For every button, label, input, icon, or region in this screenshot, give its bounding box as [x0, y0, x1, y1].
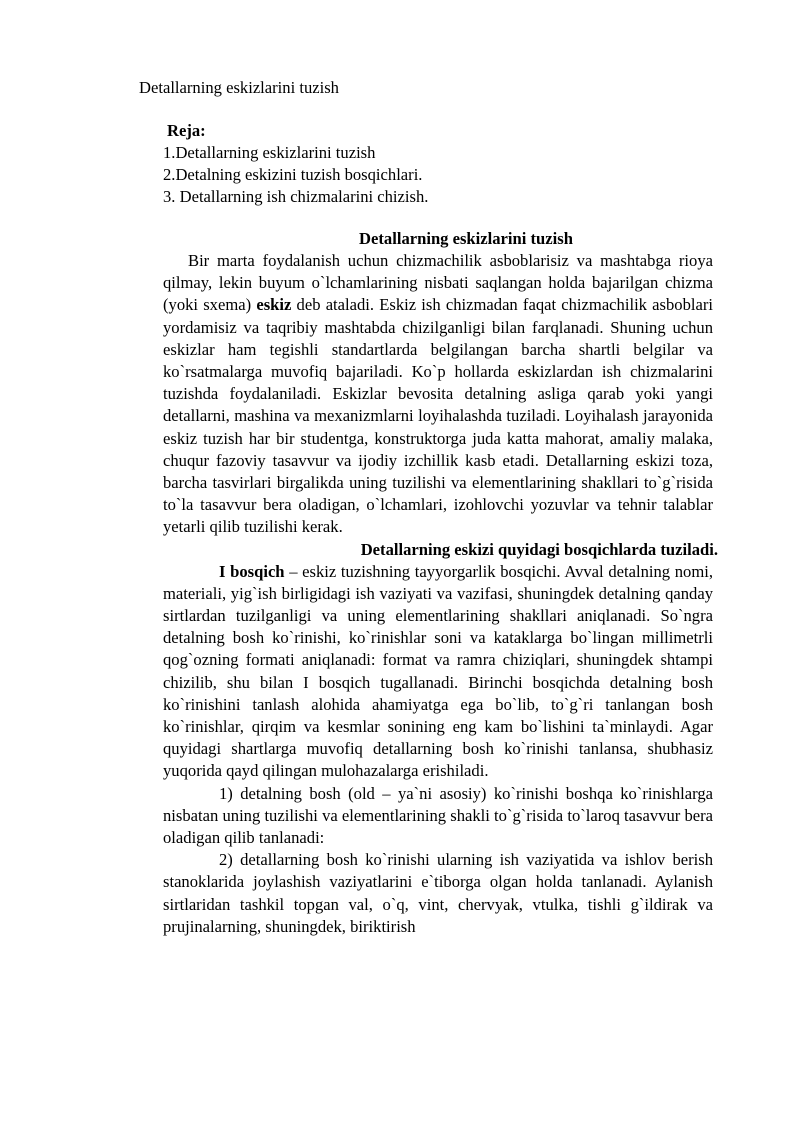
plan-list	[163, 142, 723, 208]
document-title: Detallarning eskizlarini tuzish	[139, 78, 339, 97]
document-body	[163, 228, 718, 938]
section-heading: Detallarning eskizi quyidagi bosqichlarda tuziladi.	[360, 539, 718, 559]
list-item: 1) detalning bosh (old – ya`ni asosiy) ko`rinishi boshqa ko`rinishlarga nisbatan uning tuzilishi va elementlarining shakli to`g`risida to`laroq tasavvur bera oladigan qilib tanlanadi:	[163, 783, 713, 848]
paragraph-text: deb ataladi. Eskiz ish chizmadan faqat chizmachilik asboblari yordamisiz va taqribiy mashtabda chizilganligi bilan farqlanadi. Shuning uchun eskizlar ham tegishli standartlarda belgilangan barcha shartli belgilar va ko`rsatmalarga muvofiq bajariladi. Ko`p hollarda eskizlardan ish chizmalarini tuzishda foydalaniladi. Eskizlar bevosita detalning asliga qarab yoki yangi detallarni, mashina va mexanizmlarni loyihalashda tuziladi. Loyihalash jarayonida eskiz tuzish har bir studentga, konstruktorga juda katta mahorat, amaliy malaka, chuqur fazoviy tasavvur va ijodiy izchillik kasb etadi. Detallarning eskizi toza, barcha tasvirlari birgalikda uning tuzilishi va elementlarining shakllari to`g`risida to`la tasavvur bera oladigan, o`lchamlari, izohlovchi yozuvlar va tehnir talablar yetarli qilib tuzilishi kerak.	[163, 295, 713, 537]
bold-term: eskiz	[256, 295, 292, 315]
list-item: 2) detallarning bosh ko`rinishi ularning ish vaziyatida va ishlov berish stanoklarida joylashish vaziyatlarini e`tiborga olgan holda tanlanadi. Aylanish sirtlaridan tashkil topgan val, o`q, vint, chervyak, vtulka, tishli g`ildirak va prujinalarning, shuningdek, biriktirish	[163, 850, 713, 936]
paragraph-text: Bir marta foydalanish uchun chizmachilik asboblarisiz va mashtabga rioya qilmay, lekin buyum o`lchamlarining nisbati saqlangan holda bajarilgan chizma (yoki sxema)	[163, 251, 713, 315]
paragraph-text: – eskiz tuzishning tayyorgarlik bosqichi. Avval detalning nomi, materiali, yig`ish birligidagi ish vaziyati va vazifasi, shuningdek detalning qanday sirtlardan tuzilganligi va uning elementlarining shakllari aniqlanadi. So`ngra detalning bosh ko`rinishi, ko`rinishlar soni va kataklarga bo`lingan millimetrli qog`ozning formati aniqlanadi: format va ramra chiziqlari, shuningdek shtampi chizilib, shu bilan I bosqich tugallanadi. Birinchi bosqichda detalning bosh ko`rinishini tanlash alohida ahamiyatga ega bo`lib, to`g`ri tanlangan bosh ko`rinishlar, qirqim va kesmlar sonining eng kam bo`lishini ta`minlaydi. Agar quyidagi shartlarga muvofiq detallarning bosh ko`rinishi tanlansa, shubhasiz yuqorida qayd qilingan mulohazalarga erishiladi.	[163, 561, 713, 781]
plan-item: 3. Detallarning ish chizmalarini chizish.	[163, 187, 429, 206]
body-paragraph	[163, 561, 713, 783]
section-heading: Detallarning eskizlarini tuzish	[359, 229, 573, 248]
bold-term: I bosqich	[219, 561, 285, 581]
plan-item: 1.Detallarning eskizlarini tuzish	[163, 143, 376, 162]
plan-block	[163, 120, 723, 208]
plan-heading: Reja:	[167, 121, 206, 140]
body-paragraph	[163, 250, 713, 539]
plan-item: 2.Detalning eskizini tuzish bosqichlari.	[163, 165, 423, 184]
